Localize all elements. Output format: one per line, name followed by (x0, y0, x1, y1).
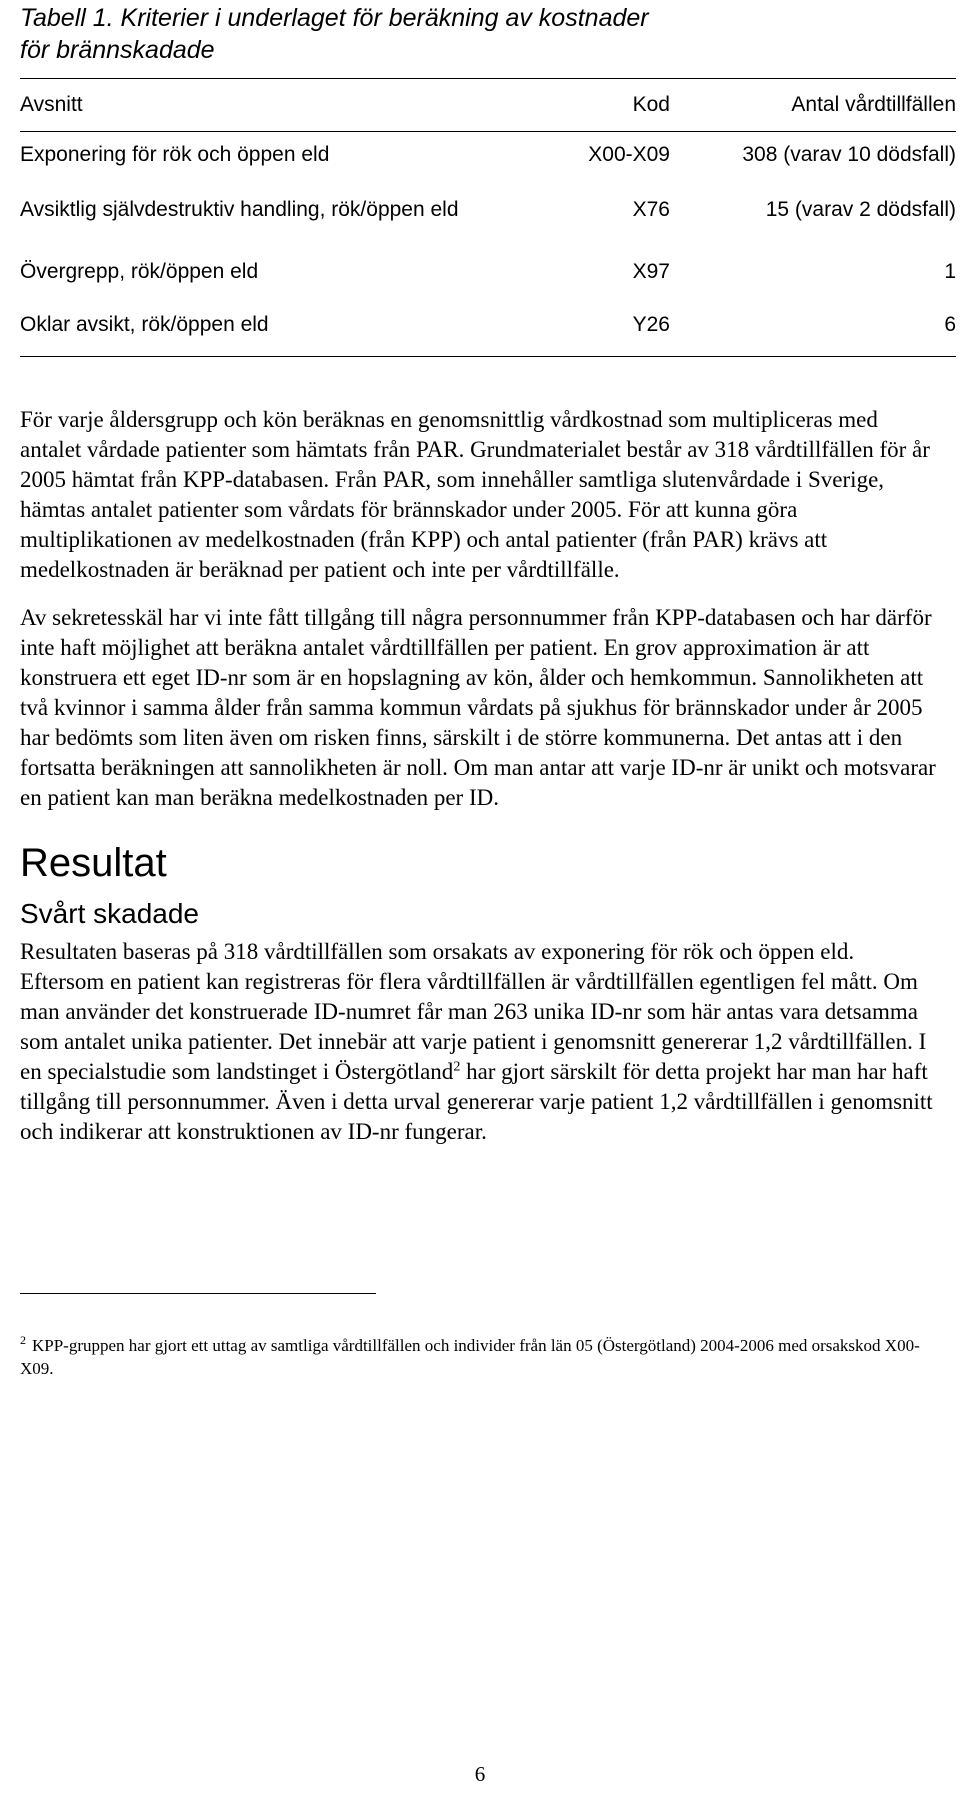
cell-avsnitt (20, 178, 490, 242)
paragraph-results-part1: Resultaten baseras på 318 vårdtillfällen som orsakats av exponering för rök och öppen eld. Eftersom en patient kan registreras för flera vårdtillfällen är vårdtillfällen egentligen fel mått. Om man använder det konstruerade ID-numret får man 263 unika ID-nr som här antas vara detsamma som antalet unika patienter. Det innebär att varje patient i genomsnitt genererar 1,2 vårdtillfällen. I en specialstudie som landstinget i Östergötland (20, 939, 927, 1084)
footnote-separator (20, 1293, 376, 1294)
table-row (20, 132, 956, 179)
header-antal: Antal vårdtillfällen (670, 79, 956, 132)
cell-antal: 1 (944, 260, 956, 283)
table-row (20, 178, 956, 242)
cell-antal: 15 (varav 2 dödsfall) (765, 198, 956, 221)
header-kod: Kod (490, 79, 670, 132)
cell-avsnitt: Exponering för rök och öppen eld (20, 143, 330, 166)
footnote-text: KPP-gruppen har gjort ett uttag av samtliga vårdtillfällen och individer från län 05 (Östergötland) 2004-2006 med orsakskod X00- X09. (20, 1336, 920, 1378)
footnote-mark: 2 (20, 1333, 26, 1348)
paragraph-confidentiality: Av sekretesskäl har vi inte fått tillgång till några personnummer från KPP-databasen och har därför inte haft möjlighet att beräkna antalet vårdtillfällen per patient. En grov approximation är att konstruera ett eget ID-nr som är en hopslagning av kön, ålder och hemkommun. Sannolikheten att två kvinnor i samma ålder från samma kommun vårdats på sjukhus för brännskador under år 2005 har bedömts som liten även om risken finns, särskilt i de större kommunerna. Det antas att i den fortsatta beräkningen att sannolikheten är noll. Om man antar att varje ID-nr är unikt och motsvarar en patient kan man beräkna medelkostnaden per ID. (20, 605, 936, 810)
table-row (20, 302, 956, 357)
paragraph-method: För varje åldersgrupp och kön beräknas en genomsnittlig vårdkostnad som multipliceras med antalet vårdade patienter som hämtats från PAR. Grundmaterialet består av 318 vårdtillfällen för år 2005 hämtat från KPP-databasen. Från PAR, som innehåller samtliga slutenvårdade i Sverige, hämtas antalet patienter som vårdats för brännskador under 2005. För att kunna göra multiplikationen av medelkostnaden (från KPP) och antal patienter (från PAR) krävs att medelkostnaden är beräknad per patient och inte per vårdtillfälle. (20, 407, 930, 582)
cell-kod: X76 (632, 198, 670, 221)
table-header-row (20, 79, 956, 132)
cell-kod: X00-X09 (588, 143, 670, 166)
table-caption: Tabell 1. Kriterier i underlaget för beräkning av kostnader för brännskadade (20, 4, 649, 64)
cell-avsnitt-text: Avsiktlig självdestruktiv handling, rök/öppen eld (20, 198, 459, 221)
footnote (20, 1334, 940, 1380)
header-avsnitt: Avsnitt (20, 79, 490, 132)
cell-avsnitt: Övergrepp, rök/öppen eld (20, 260, 259, 283)
cell-kod: Y26 (490, 302, 670, 357)
cell-antal: 6 (670, 302, 956, 357)
cell-kod: X97 (632, 260, 670, 283)
cell-antal: 308 (varav 10 dödsfall) (742, 143, 956, 166)
paragraph-results-part2: har gjort särskilt för detta projekt har man har haft tillgång till personnummer. Även i detta urval genererar varje patient 1,2 vårdtillfällen i genomsnitt och indikerar att konstruktionen av ID-nr fungerar. (20, 1059, 933, 1144)
document-page (20, 0, 956, 1380)
cell-avsnitt: Oklar avsikt, rök/öppen eld (20, 302, 490, 357)
paragraph-results (20, 937, 940, 1147)
page-number: 6 (474, 1762, 486, 1786)
section-heading-resultat: Resultat (20, 841, 167, 885)
criteria-table (20, 78, 956, 357)
subsection-heading-svart-skadade: Svårt skadade (20, 898, 199, 929)
table-row (20, 242, 956, 302)
footnote-reference[interactable]: 2 (453, 1059, 461, 1075)
